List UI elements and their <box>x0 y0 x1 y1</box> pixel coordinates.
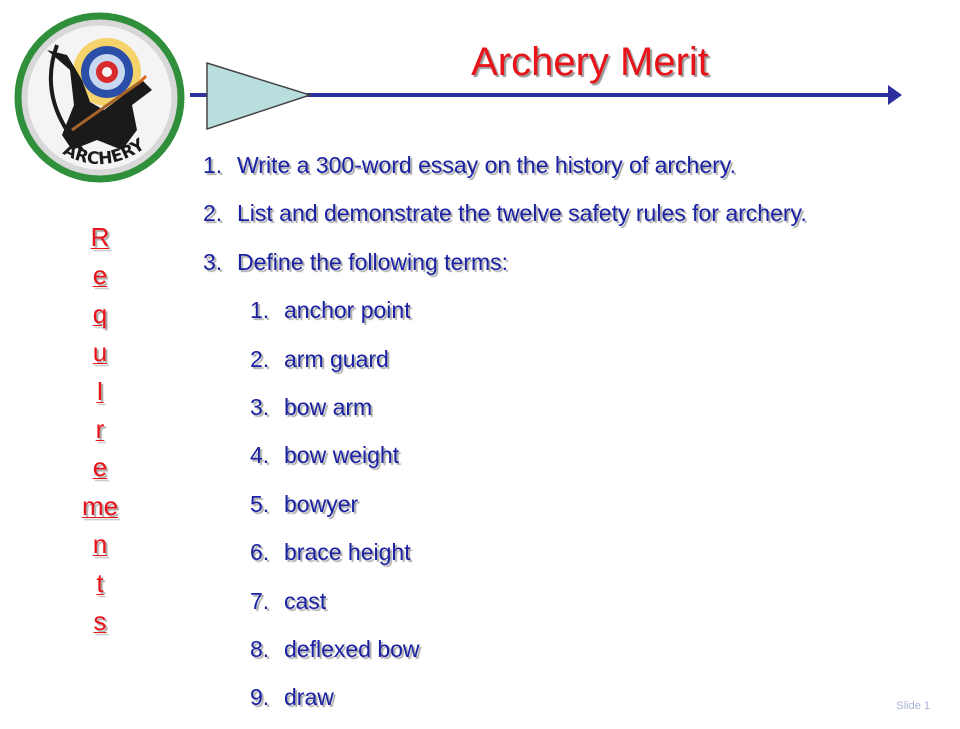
letter-i: I <box>96 375 104 406</box>
term-number: 8. <box>250 635 270 662</box>
item-text: List and demonstrate the twelve safety rules for archery. <box>237 200 807 227</box>
term-item <box>203 487 943 535</box>
slide-number: Slide 1 <box>896 700 930 712</box>
letter-u: u <box>92 337 108 368</box>
item-number: 3. <box>203 248 223 275</box>
item-text: Define the following terms: <box>237 248 509 275</box>
term-number: 1. <box>250 297 270 324</box>
term-number: 6. <box>250 539 270 566</box>
list-item <box>203 196 943 244</box>
term-text: cast <box>284 587 327 614</box>
list-item <box>203 245 943 293</box>
svg-text:ARCHERY: ARCHERY <box>59 135 149 170</box>
term-item <box>203 293 943 341</box>
letter-t: t <box>96 567 104 598</box>
term-item <box>203 632 943 680</box>
term-item <box>203 584 943 632</box>
letter-e: e <box>92 260 108 291</box>
term-text: brace height <box>284 539 411 566</box>
item-number: 1. <box>203 152 223 178</box>
requirements-vertical-label <box>70 218 130 640</box>
archery-merit-badge <box>12 10 187 185</box>
term-text: bow weight <box>284 442 400 469</box>
term-item <box>203 438 943 486</box>
term-text: deflexed bow <box>284 635 420 662</box>
requirements-list <box>203 148 943 729</box>
term-number: 3. <box>250 393 270 420</box>
item-number: 2. <box>203 200 223 227</box>
term-text: bow arm <box>284 393 373 420</box>
term-item <box>203 342 943 390</box>
slide-title: Archery Merit <box>471 40 709 84</box>
term-text: arm guard <box>284 345 389 372</box>
list-item <box>203 148 943 196</box>
letter-e-2: e <box>92 452 108 483</box>
term-item <box>203 535 943 583</box>
term-text: bowyer <box>284 490 359 517</box>
term-number: 4. <box>250 442 270 469</box>
term-number: 7. <box>250 587 270 614</box>
term-number: 9. <box>250 684 270 711</box>
letter-r: R <box>90 222 110 252</box>
letter-r-2: r <box>95 414 105 445</box>
term-number: 2. <box>250 345 270 372</box>
term-text: anchor point <box>284 297 411 324</box>
term-number: 5. <box>250 490 270 517</box>
item-text: Write a 300-word essay on the history of archery. <box>237 152 736 178</box>
letter-s: s <box>93 606 107 637</box>
term-item <box>203 680 943 728</box>
arrow-rule-graphic <box>190 58 910 133</box>
letter-q: q <box>92 298 108 329</box>
letter-n: n <box>92 529 108 560</box>
term-text: draw <box>284 684 334 711</box>
letters-me: me <box>81 490 119 521</box>
term-item <box>203 390 943 438</box>
